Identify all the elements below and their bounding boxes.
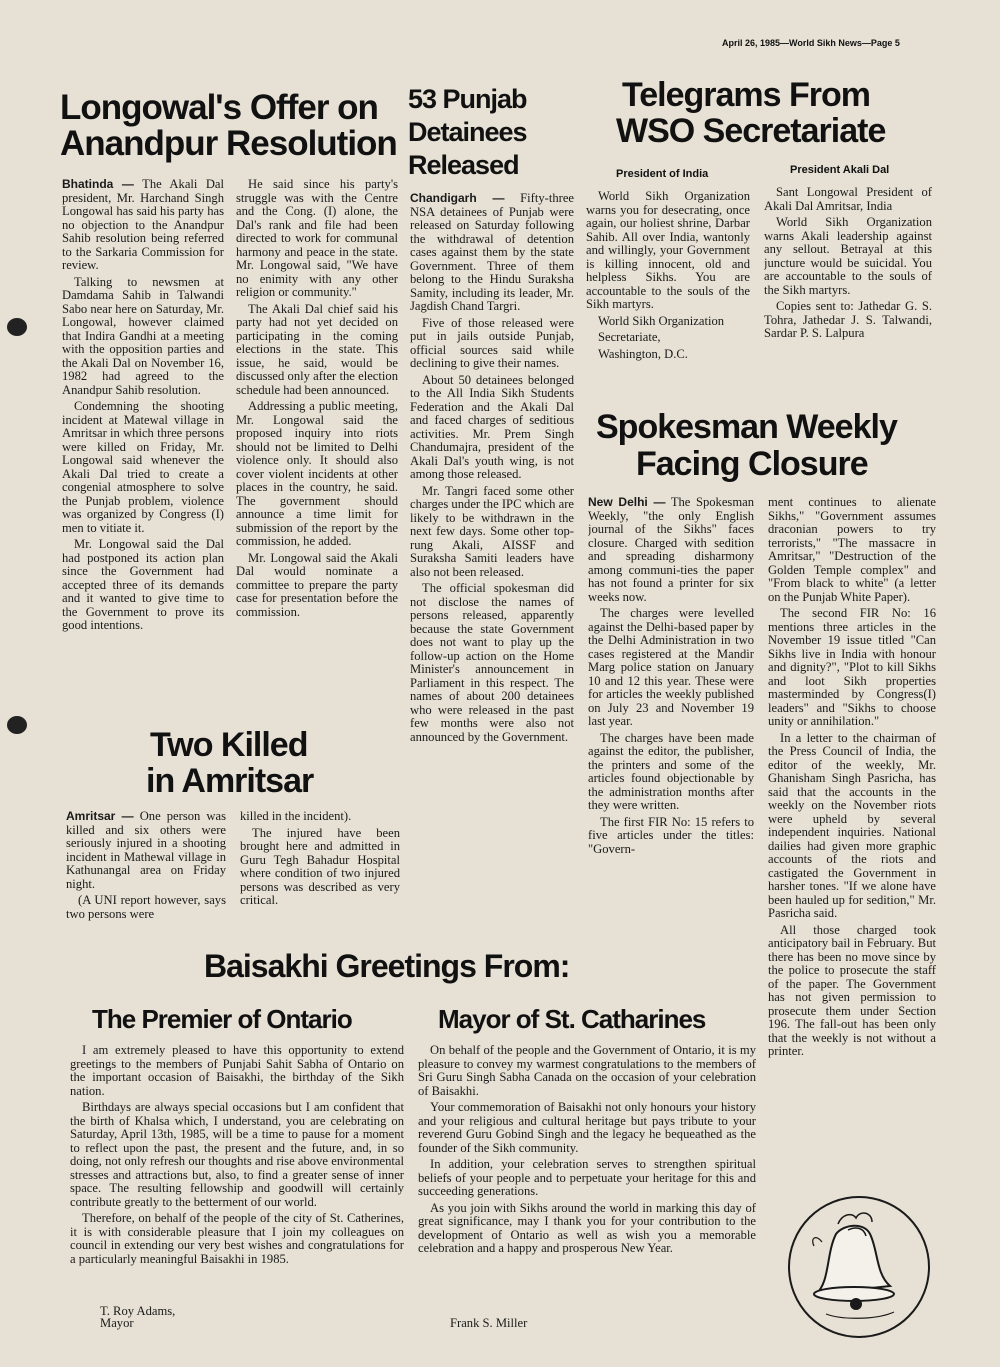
paragraph: Washington, D.C.	[598, 346, 688, 361]
paragraph: The charges were levelled against the Delhi-based paper by the Delhi Administration in two cases registered at the Mandir Marg police station on January 10 and 12 this year. These were for articles the weekly published on July 23 and November 19 last year.	[588, 606, 754, 728]
paragraph: The injured have been brought here and admitted in Guru Tegh Bahadur Hospital where condition of two injured persons was described as very critical.	[240, 825, 400, 907]
paragraph: Mr. Tangri faced some other charges under the IPC which are likely to be withdrawn in the next few days. Some other top-rung Akali, AISSF and Suraksha Samiti leaders have also not been released.	[410, 483, 574, 579]
telegram-right-column	[764, 186, 932, 396]
paragraph: On behalf of the people and the Government of Ontario, it is my pleasure to convey my warmest congratulations to the members of Sri Guru Singh Sabha Canada on the occasion of your celebration of Baisakhi.	[418, 1044, 756, 1098]
paragraph: ment continues to alienate Sikhs," "Government assumes draconian powers to try terrorists," "The massacre in Amritsar," "Destruction of the Golden Temple complex" and "From black to white" (a letter on the Punjab White Paper).	[768, 496, 936, 604]
paragraph: He said since his party's struggle was with the Centre and the Cong. (I) alone, the Dal's rank and file had been directed to work for communal harmony and peace in the state. Mr. Longowal said, "We have no enimity with any other religion or community."	[236, 178, 398, 299]
running-head: April 26, 1985—World Sikh News—Page 5	[722, 38, 900, 48]
paragraph: Your commemoration of Baisakhi not only honours your history and your religious and cultural heritage but pays tribute to your reverend Guru Gobind Singh and the legacy he bequeathed as the founder of the Sikh community.	[418, 1100, 756, 1155]
paragraph: Fifty-three NSA detainees of Punjab were released on Saturday following the withdrawal of detention cases against them by the state Government. Three of them belong to the Hindu Suraksha Samity, including its leader, Mr. Jagdish Chand Targri.	[410, 192, 574, 313]
headline-line-1: 53 Punjab	[408, 84, 527, 114]
dateline: New Delhi —	[588, 496, 666, 509]
paragraph: killed in the incident).	[240, 810, 352, 823]
paragraph: Birthdays are always special occasions but I am confident that the birth of Khalsa which, I understand, you are celebrating on Saturday, April 13th, 1985, will be a time to pause for a moment to reflect upon the past, the present and the future, and, in so doing, not only refresh our thoughts and rise above environmental stresses and attractions but, also, to find a greater sense of inner space. The resulting fellowship and goodwill will certainly contribute greatly to the betterment of our world.	[70, 1100, 404, 1209]
banner-headline: Baisakhi Greetings From:	[204, 948, 570, 984]
paragraph: Mr. Longowal said the Dal had postponed its action plan since the Government had accepted three of its demands and it wanted to give time to the Government to prove its good intentions.	[62, 537, 224, 632]
mayor-title: Mayor of St. Catharines	[438, 1004, 706, 1034]
article-column	[240, 810, 400, 936]
paragraph: Addressing a public meeting, Mr. Longowal said the proposed inquiry into riots should not be limited to Delhi violence only. It should also cover violent incidents at other places in the country, he said. The government should announce a time limit for submission of the report by the commission, he added.	[236, 399, 398, 548]
paragraph: World Sikh Organization warns Akali leadership against any sellout. Betrayal at this juncture would be suicidal. You are accountable to the souls of the Sikh martyrs.	[764, 215, 932, 297]
telegram-left-column	[586, 190, 750, 400]
article-column	[410, 192, 574, 932]
paragraph: About 50 detainees belonged to the All India Sikh Students Federation and the Akali Dal and faced charges of seditious activities. Mr. Prem Singh Chandumajra, president of the Akali Dal's youth wing, is not among those released.	[410, 372, 574, 481]
headline-line-2: Facing Closure	[636, 445, 868, 483]
paragraph: The second FIR No: 16 mentions three articles in the November 19 issue titled "Can Sikhs live in India with honour and dignity?", "Plot to kill Sikhs and loot Sikh properties masterminded by Congress(I) leaders" and "Sikhs to choose unity or annihilation."	[768, 606, 936, 728]
paragraph: The official spokesman did not disclose the names of persons released, apparently because the state Government does not want to play up the follow-up action on the Home Minister's announcement in Parliament in this respect. The names of about 200 detainees who were released in the past few months were also not announced by the Government.	[410, 581, 574, 744]
paragraph: Therefore, on behalf of the people of the city of St. Catherines, it is with considerable pleasure that I join my colleagues on council in extending our very best wishes and congratulations for a particularly meaningful Baisakhi in 1985.	[70, 1211, 404, 1266]
mayor-letter	[418, 1044, 756, 1308]
headline-line-1: Two Killed	[150, 726, 308, 764]
paragraph: Mr. Longowal said the Akali Dal would nominate a committee to prepare the party case for presentation before the commission.	[236, 550, 398, 619]
paragraph: The Akali Dal president, Mr. Harchand Singh Longowal has said his party has no objection to the Anandpur Sahib resolution being referred to the Sarkaria Commission for review.	[62, 178, 224, 272]
ontario-title: The Premier of Ontario	[92, 1004, 352, 1034]
article-column	[768, 496, 936, 1176]
paragraph: The charges have been made against the editor, the publisher, the printers and some of the articles found objectionable by the administration months after they were written.	[588, 730, 754, 812]
punch-hole-icon	[7, 318, 27, 336]
headline-line-2: in Amritsar	[146, 762, 314, 800]
headline-line-1: Longowal's Offer on	[60, 88, 378, 127]
paragraph: One person was killed and six others were seriously injured in a shooting incident in Mathewal village in Kathunangal area on Friday night.	[66, 810, 226, 891]
paragraph: In a letter to the chairman of the Press Council of India, the editor of the weekly, Mr. Ghanisham Singh Pasricha, has said that the accounts in the weekly on the November riots were upheld by several independent inquiries. National dailies had given more graphic accounts of the riots and castigated the Government in harsher tones. "If we alone have been hauled up for sedition," Mr. Pasricha said.	[768, 730, 936, 920]
paragraph: (A UNI report however, says two persons were	[66, 893, 226, 921]
paragraph: World Sikh Organization warns you for desecrating, once again, our holiest shrine, Darbar Sahib. All over India, wantonly and willingly, your Government is killing innocent, old and helpless Sikhs. You are accountable to the souls of the Sikh martyrs.	[586, 190, 750, 311]
headline-line-2: Anandpur Resolution	[60, 124, 397, 163]
paragraph: The Spokesman Weekly, "the only English journal of the Sikhs" faces closure. Charged with sedition and spreading disharmony among communi-ties the paper has not found a printer for six weeks now.	[588, 496, 754, 604]
headline-line-2: WSO Secretariate	[616, 112, 886, 150]
paragraph: Five of those released were put in jails outside Punjab, official sources said while declining to give their names.	[410, 315, 574, 370]
dateline: Amritsar —	[66, 810, 134, 823]
article-column	[62, 178, 224, 710]
headline-line-1: Spokesman Weekly	[596, 408, 897, 446]
punch-hole-icon	[7, 716, 27, 734]
paragraph: World Sikh Organization	[598, 313, 725, 328]
paragraph: The Akali Dal chief said his party had not yet decided on participating in the coming elections in the state. This issue, he said, would be discussed only after the election schedule had been announced.	[236, 301, 398, 397]
paragraph: Secretariate,	[598, 330, 661, 344]
paragraph: As you join with Sikhs around the world in marking this day of great significance, may I thank you for your contribution to the development of Ontario as well as wish you a memorable celebration and a happy and prosperous New Year.	[418, 1200, 756, 1255]
paragraph: In addition, your celebration serves to strengthen spiritual beliefs of your people and to perpetuate your heritage for this and succeeding generations.	[418, 1157, 756, 1198]
article-column	[236, 178, 398, 710]
dateline: Bhatinda —	[62, 178, 134, 191]
bell-logo-icon	[786, 1194, 932, 1340]
article-column	[66, 810, 226, 936]
signature-title: Mayor	[100, 1316, 134, 1330]
paragraph: I am extremely pleased to have this opportunity to extend greetings to the members of Punjabi Sahit Sabha of Ontario on the important occasion of Baisakhi, the birthday of the Sikh nation.	[70, 1044, 404, 1098]
telegram-title-right: President Akali Dal	[790, 164, 890, 176]
signature-name: T. Roy Adams,	[100, 1304, 176, 1318]
headline-line-3: Released	[408, 150, 519, 180]
dateline: Chandigarh —	[410, 192, 505, 205]
paragraph: Talking to newsmen at Damdama Sahib in Talwandi Sabo near here on Saturday, Mr. Longowal, however claimed that Indira Gandhi at a meeting with the opposition parties and the Akali Dal on November 16, 1982 had agreed to the Anandpur Sahib resolution.	[62, 274, 224, 397]
headline-line-1: Telegrams From	[622, 76, 871, 114]
signature-name: Frank S. Miller	[450, 1316, 528, 1330]
headline-line-2: Detainees	[408, 117, 527, 147]
telegram-title-left: President of India	[616, 168, 709, 180]
article-column	[588, 496, 754, 936]
paragraph: Condemning the shooting incident at Matewal village in Amritsar in which three persons were killed on Friday, Mr. Longowal said whenever the Akali Dal tried to create a congenial atmosphere to solve the Punjab problem, violence was organized by Congress (I) men to vitiate it.	[62, 399, 224, 535]
paragraph: Copies sent to: Jathedar G. S. Tohra, Jathedar J. S. Talwandi, Sardar P. S. Lalpura	[764, 299, 932, 340]
paragraph: All those charged took anticipatory bail in February. But there has been no move since by the police to prosecute the staff of the paper. The Government has not given permission to prosecute them under Section 196. The fall-out has been only that the weekly is not without a printer.	[768, 922, 936, 1058]
paragraph: Sant Longowal President of Akali Dal Amritsar, India	[764, 186, 932, 213]
paragraph: The first FIR No: 15 refers to five articles under the titles: "Govern-	[588, 814, 754, 856]
ontario-letter	[70, 1044, 404, 1308]
